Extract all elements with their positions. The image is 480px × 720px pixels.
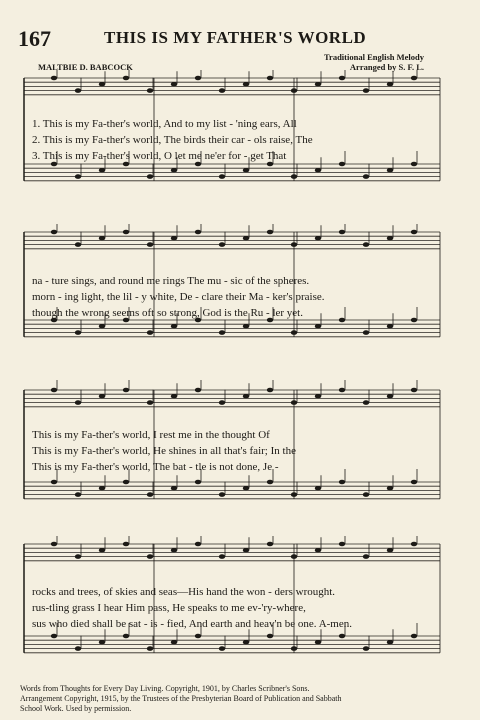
note-head xyxy=(219,492,225,497)
note-head xyxy=(411,388,417,393)
note-head xyxy=(171,168,177,173)
note-head xyxy=(147,492,153,497)
note-head xyxy=(243,168,249,173)
note-head xyxy=(339,388,345,393)
note-head xyxy=(219,88,225,93)
note-head xyxy=(411,480,417,485)
footer-line-2: Arrangement Copyright, 1915, by the Trustees of the Presbyterian Board of Publication and Sabbath xyxy=(20,694,342,703)
note-head xyxy=(267,230,273,235)
note-head xyxy=(387,394,393,399)
note-head xyxy=(123,542,129,547)
note-head xyxy=(99,324,105,329)
note-head xyxy=(267,634,273,639)
note-head xyxy=(123,162,129,167)
note-head xyxy=(243,548,249,553)
note-head xyxy=(123,76,129,81)
hymn-number: 167 xyxy=(18,26,51,51)
lyric-line-2-1: na - ture sings, and round me rings The mu - sic of the spheres. xyxy=(32,275,310,287)
note-head xyxy=(243,236,249,241)
note-head xyxy=(147,242,153,247)
note-head xyxy=(315,82,321,87)
note-head xyxy=(387,548,393,553)
note-head xyxy=(363,242,369,247)
note-head xyxy=(243,82,249,87)
note-head xyxy=(411,634,417,639)
note-head xyxy=(315,324,321,329)
note-head xyxy=(243,324,249,329)
note-head xyxy=(315,640,321,645)
note-head xyxy=(99,82,105,87)
lyric-line-4-3: sus who died shall be sat - is - fied, And earth and heav'n be one. A-men. xyxy=(32,618,352,630)
note-head xyxy=(339,162,345,167)
note-head xyxy=(267,480,273,485)
lyric-line-3-2: This is my Fa-ther's world, He shines in all that's fair; In the xyxy=(32,445,296,457)
note-head xyxy=(219,330,225,335)
note-head xyxy=(171,548,177,553)
note-head xyxy=(363,400,369,405)
note-head xyxy=(339,634,345,639)
treble-staff-1 xyxy=(24,70,440,95)
note-head xyxy=(219,242,225,247)
footer-line-1: Words from Thoughts for Every Day Living. Copyright, 1901, by Charles Scribner's Sons. xyxy=(20,684,310,693)
lyric-line-3-1: This is my Fa-ther's world, I rest me in the thought Of xyxy=(32,429,270,441)
note-head xyxy=(99,486,105,491)
note-head xyxy=(363,492,369,497)
note-head xyxy=(387,82,393,87)
note-head xyxy=(243,394,249,399)
treble-staff-2 xyxy=(24,224,440,249)
arranger-credit: Arranged by S. F. L. xyxy=(349,62,424,72)
note-head xyxy=(267,542,273,547)
note-head xyxy=(123,388,129,393)
treble-staff-4 xyxy=(24,536,440,561)
note-head xyxy=(195,542,201,547)
note-head xyxy=(411,542,417,547)
note-head xyxy=(219,400,225,405)
lyric-line-4-2: rus-tling grass I hear Him pass, He speaks to me ev-'ry-where, xyxy=(32,602,306,614)
lyric-line-1-2: 2. This is my Fa-ther's world, The birds their car - ols raise, The xyxy=(32,134,313,146)
hymn-title: THIS IS MY FATHER'S WORLD xyxy=(104,28,367,47)
tune-credit: Traditional English Melody xyxy=(324,52,424,62)
lyric-line-2-2: morn - ing light, the lil - y white, De - clare their Ma - ker's praise. xyxy=(32,291,325,303)
note-head xyxy=(99,168,105,173)
note-head xyxy=(51,162,57,167)
note-head xyxy=(171,324,177,329)
note-head xyxy=(75,330,81,335)
note-head xyxy=(195,76,201,81)
note-head xyxy=(219,174,225,179)
note-head xyxy=(75,646,81,651)
note-head xyxy=(243,486,249,491)
lyric-line-1-3: 3. This is my Fa-ther's world, O let me ne'er for - get That xyxy=(32,150,287,162)
note-head xyxy=(411,162,417,167)
note-head xyxy=(195,480,201,485)
lyric-line-3-3: This is my Fa-ther's world, The bat - tle is not done, Je - xyxy=(32,461,279,473)
note-head xyxy=(315,548,321,553)
note-head xyxy=(99,548,105,553)
note-head xyxy=(147,554,153,559)
note-head xyxy=(99,236,105,241)
note-head xyxy=(243,640,249,645)
note-head xyxy=(267,388,273,393)
note-head xyxy=(147,88,153,93)
bass-staff-3 xyxy=(24,469,440,499)
note-head xyxy=(99,640,105,645)
lyric-line-4-1: rocks and trees, of skies and seas—His hand the won - ders wrought. xyxy=(32,586,336,598)
note-head xyxy=(147,400,153,405)
note-head xyxy=(363,554,369,559)
note-head xyxy=(51,76,57,81)
note-head xyxy=(387,640,393,645)
note-head xyxy=(123,634,129,639)
note-head xyxy=(339,76,345,81)
note-head xyxy=(411,230,417,235)
note-head xyxy=(387,236,393,241)
note-head xyxy=(123,480,129,485)
note-head xyxy=(171,236,177,241)
note-head xyxy=(51,388,57,393)
note-head xyxy=(339,480,345,485)
note-head xyxy=(219,554,225,559)
note-head xyxy=(339,230,345,235)
note-head xyxy=(147,330,153,335)
note-head xyxy=(51,542,57,547)
note-head xyxy=(363,174,369,179)
note-head xyxy=(171,394,177,399)
note-head xyxy=(51,634,57,639)
note-head xyxy=(387,324,393,329)
note-head xyxy=(171,486,177,491)
note-head xyxy=(147,646,153,651)
note-head xyxy=(315,236,321,241)
note-head xyxy=(75,400,81,405)
copyright-footer xyxy=(20,684,465,714)
note-head xyxy=(75,88,81,93)
note-head xyxy=(219,646,225,651)
note-head xyxy=(195,230,201,235)
note-head xyxy=(123,230,129,235)
note-head xyxy=(75,554,81,559)
note-head xyxy=(171,82,177,87)
note-head xyxy=(195,162,201,167)
note-head xyxy=(363,646,369,651)
note-head xyxy=(195,634,201,639)
note-head xyxy=(411,76,417,81)
lyric-line-2-3: though the wrong seems oft so strong, God is the Ru - ler yet. xyxy=(32,307,303,319)
note-head xyxy=(51,230,57,235)
note-head xyxy=(267,76,273,81)
note-head xyxy=(363,88,369,93)
lyric-line-1-1: 1. This is my Fa-ther's world, And to my list - 'ning ears, All xyxy=(32,118,297,130)
note-head xyxy=(339,542,345,547)
note-head xyxy=(267,162,273,167)
note-head xyxy=(195,388,201,393)
note-head xyxy=(147,174,153,179)
treble-staff-3 xyxy=(24,380,440,407)
note-head xyxy=(99,394,105,399)
note-head xyxy=(387,168,393,173)
footer-line-3: School Work. Used by permission. xyxy=(20,704,132,713)
note-head xyxy=(75,242,81,247)
note-head xyxy=(75,492,81,497)
note-head xyxy=(51,480,57,485)
note-head xyxy=(171,640,177,645)
author-credit: MALTBIE D. BABCOCK xyxy=(38,62,133,72)
note-head xyxy=(387,486,393,491)
note-head xyxy=(315,394,321,399)
note-head xyxy=(315,168,321,173)
note-head xyxy=(75,174,81,179)
note-head xyxy=(363,330,369,335)
note-head xyxy=(315,486,321,491)
